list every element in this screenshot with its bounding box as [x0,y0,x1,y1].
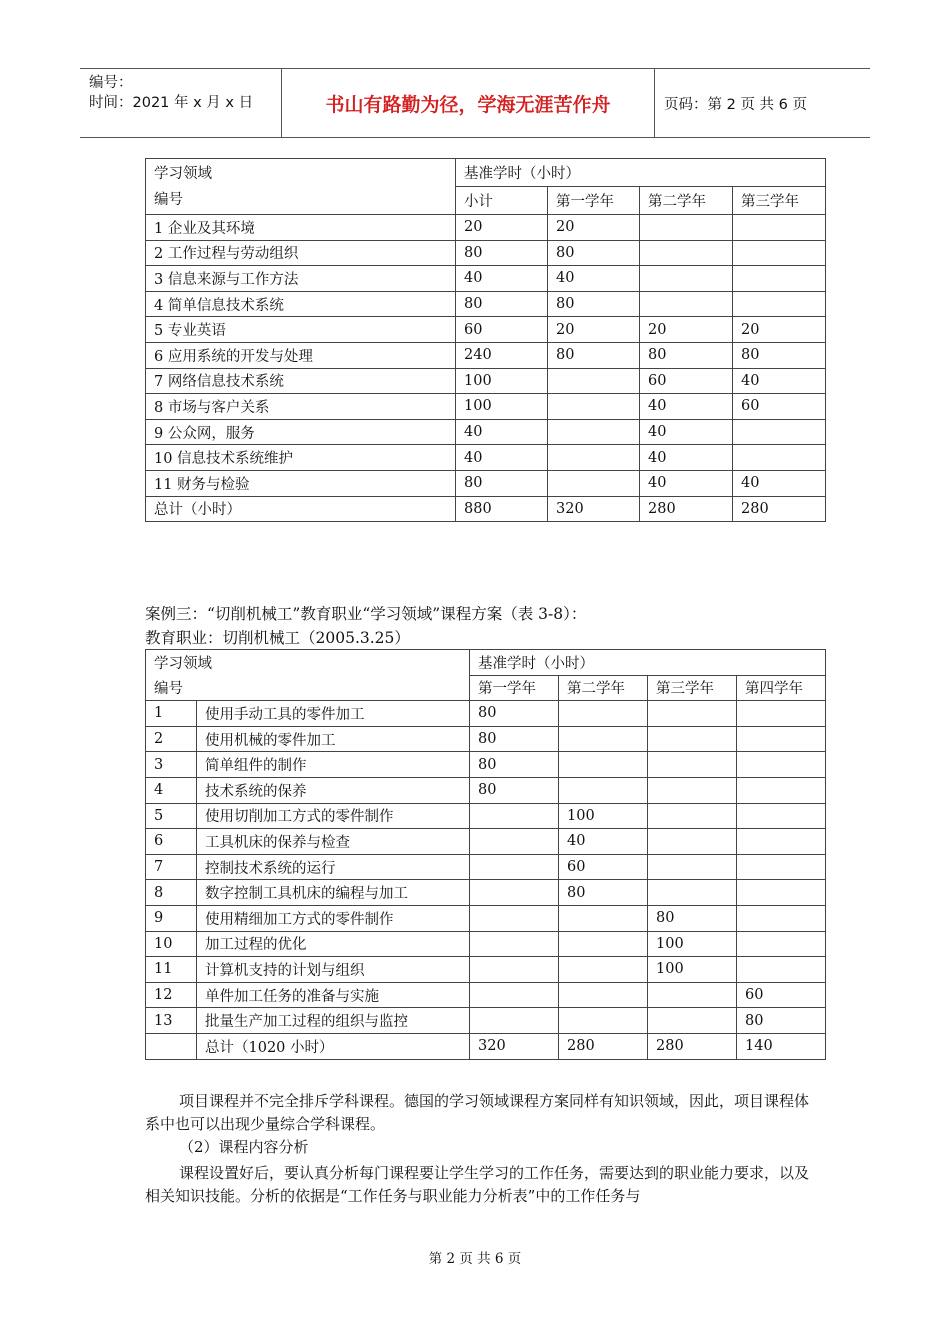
table1-cell [640,215,733,241]
table2-cell: 10 [146,931,197,957]
table2-cell [737,777,826,803]
table2-cell [559,726,648,752]
table2-row [146,752,826,778]
table1-cell: 11 财务与检验 [146,470,456,496]
table2-cell: 使用手动工具的零件加工 [197,701,470,727]
table2-cell [470,982,559,1008]
table1-cell: 880 [456,496,548,522]
table2-cell: 140 [737,1033,826,1059]
table1-row [146,496,826,522]
table1-cell [548,445,640,471]
table2-row [146,905,826,931]
table1-subheader: 小计 [456,187,548,215]
table1-cell [733,445,826,471]
table2-cell: 13 [146,1008,197,1034]
table1-cell: 80 [456,470,548,496]
table1-cell: 2 工作过程与劳动组织 [146,240,456,266]
table1-cell: 80 [548,342,640,368]
table1-subheader: 第三学年 [733,187,826,215]
paragraph-2: 课程设置好后，要认真分析每门课程要让学生学习的工作任务，需要达到的职业能力要求，以及相关知识技能。分析的依据是“工作任务与职业能力分析表”中的工作任务与 [145,1164,810,1205]
table1-cell [548,470,640,496]
table2-cell: 使用精细加工方式的零件制作 [197,905,470,931]
table2-cell: 80 [470,752,559,778]
table2-cell: 加工过程的优化 [197,931,470,957]
table1-cell: 20 [733,317,826,343]
table1-row [146,342,826,368]
table2-cell [737,726,826,752]
table2-row [146,957,826,983]
table1-cell: 40 [456,419,548,445]
table2-cell: 工具机床的保养与检查 [197,829,470,855]
table2-cell: 80 [470,777,559,803]
table2-cell [470,854,559,880]
table1-cell: 7 网络信息技术系统 [146,368,456,394]
table2-cell: 280 [559,1033,648,1059]
table2-cell [737,931,826,957]
table2-cell: 80 [648,905,737,931]
table2-row [146,854,826,880]
table2-cell [559,777,648,803]
table1-cell: 100 [456,394,548,420]
table2-cell [470,1008,559,1034]
table1-row [146,291,826,317]
table1-cell: 40 [640,470,733,496]
table2-cell: 计算机支持的计划与组织 [197,957,470,983]
table1-cell [733,266,826,292]
table1-head-group: 基准学时（小时） [456,159,826,187]
table1-cell [548,394,640,420]
table1-cell: 40 [640,394,733,420]
table2-row [146,829,826,855]
table1-cell: 40 [733,368,826,394]
table1-cell [548,368,640,394]
table1-cell: 10 信息技术系统维护 [146,445,456,471]
table2-cell: 2 [146,726,197,752]
table2-cell [648,726,737,752]
table1-cell [640,291,733,317]
table2-cell [470,803,559,829]
table2-cell: 40 [559,829,648,855]
table2-cell: 7 [146,854,197,880]
table1-row [146,368,826,394]
header-time-label: 时间：2021 年 x 月 x 日 [89,95,254,111]
table1-cell: 100 [456,368,548,394]
table2-cell [648,1008,737,1034]
table2-cell [470,829,559,855]
table2-cell [648,854,737,880]
table2-cell [470,931,559,957]
table2-cell [648,701,737,727]
table2-cell [737,803,826,829]
table2-row [146,1033,826,1059]
page-header [80,68,870,138]
table2-cell [648,880,737,906]
table2-cell [559,982,648,1008]
table2-cell [737,957,826,983]
table1-cell [548,419,640,445]
table2-cell [737,854,826,880]
table2-cell: 总计（1020 小时） [197,1033,470,1059]
table1-cell: 80 [456,240,548,266]
table2-cell: 5 [146,803,197,829]
table1-cell: 20 [456,215,548,241]
table2-cell: 6 [146,829,197,855]
table2-cell: 80 [559,880,648,906]
table1-cell: 40 [733,470,826,496]
table2-cell [648,982,737,1008]
table2-cell: 280 [648,1033,737,1059]
table1-cell: 80 [548,240,640,266]
case3-title: 案例三：“切削机械工”教育职业“学习领域”课程方案（表 3-8）： [145,605,587,623]
table2-cell: 320 [470,1033,559,1059]
table2-cell [146,1033,197,1059]
table2-row [146,803,826,829]
table1-cell: 280 [733,496,826,522]
table1-cell: 1 企业及其环境 [146,215,456,241]
header-number-label: 编号： [89,75,133,91]
table1-subheader: 第一学年 [548,187,640,215]
table2-cell [559,957,648,983]
table1-cell [640,240,733,266]
table1-cell: 40 [456,445,548,471]
header-page-code: 页码：第 2 页 共 6 页 [664,96,807,113]
table1-cell: 9 公众网，服务 [146,419,456,445]
table1-row [146,240,826,266]
table2-cell [470,905,559,931]
table2-cell [559,752,648,778]
table2-cell: 单件加工任务的准备与实施 [197,982,470,1008]
table2-cell [648,803,737,829]
table1-cell: 8 市场与客户关系 [146,394,456,420]
table1-head-number-label: 编号 [154,192,183,208]
table2-cell [559,701,648,727]
table1-subheader: 第二学年 [640,187,733,215]
table2-cell: 控制技术系统的运行 [197,854,470,880]
table2-cell: 60 [559,854,648,880]
table1-row [146,470,826,496]
table2-head-field: 学习领域 [146,650,470,676]
table1-cell: 4 简单信息技术系统 [146,291,456,317]
table1-cell: 60 [640,368,733,394]
header-meta [80,69,282,137]
table1-cell [733,419,826,445]
table1-row [146,419,826,445]
table1-cell: 60 [733,394,826,420]
table2-cell [737,905,826,931]
table1-cell: 80 [456,291,548,317]
table1-cell: 20 [640,317,733,343]
table2-cell [559,931,648,957]
table2-cell: 100 [648,957,737,983]
learning-field-table-1 [145,158,826,522]
table1-row [146,215,826,241]
table1-cell [640,266,733,292]
table1-cell [733,291,826,317]
table2-cell [470,957,559,983]
table2-cell: 8 [146,880,197,906]
table1-row [146,317,826,343]
table1-cell [733,215,826,241]
table2-cell: 简单组件的制作 [197,752,470,778]
table1-cell [733,240,826,266]
table1-cell: 40 [640,419,733,445]
table2-cell: 使用机械的零件加工 [197,726,470,752]
learning-field-table-2 [145,649,826,1060]
table1-cell: 80 [548,291,640,317]
table1-cell: 320 [548,496,640,522]
table2-cell [559,905,648,931]
table2-cell: 12 [146,982,197,1008]
table2-cell [737,880,826,906]
table1-cell: 总计（小时） [146,496,456,522]
table1-row [146,394,826,420]
table1-cell: 6 应用系统的开发与处理 [146,342,456,368]
table1-cell: 20 [548,317,640,343]
table2-cell [559,1008,648,1034]
table2-cell: 4 [146,777,197,803]
table2-row [146,931,826,957]
table2-cell: 技术系统的保养 [197,777,470,803]
table1-cell: 80 [640,342,733,368]
table1-head-field-label: 学习领域 [154,166,212,182]
table1-cell: 20 [548,215,640,241]
table2-row [146,880,826,906]
table2-cell: 1 [146,701,197,727]
table1-cell: 5 专业英语 [146,317,456,343]
table2-cell [737,752,826,778]
table2-head-group: 基准学时（小时） [470,650,826,676]
table2-cell [737,701,826,727]
table2-cell: 使用切削加工方式的零件制作 [197,803,470,829]
table1-head-field [146,159,456,215]
table1-row [146,266,826,292]
table2-row [146,701,826,727]
table2-subheader: 第二学年 [559,675,648,701]
table2-cell: 9 [146,905,197,931]
table2-cell: 80 [737,1008,826,1034]
table2-cell: 批量生产加工过程的组织与监控 [197,1008,470,1034]
table2-cell [470,880,559,906]
page-footer: 第 2 页 共 6 页 [428,1251,522,1267]
table2-row [146,1008,826,1034]
case3-subtitle: 教育职业：切削机械工（2005.3.25） [145,629,410,647]
table2-row [146,982,826,1008]
table2-cell: 100 [648,931,737,957]
table2-cell [648,829,737,855]
table2-cell: 数字控制工具机床的编程与加工 [197,880,470,906]
paragraph-1: 项目课程并不完全排斥学科课程。德国的学习领域课程方案同样有知识领域，因此，项目课程体系中也可以出现少量综合学科课程。 [145,1092,810,1133]
table2-subheader: 第一学年 [470,675,559,701]
table2-subheader: 第四学年 [737,675,826,701]
header-motto: 书山有路勤为径，学海无涯苦作舟 [282,69,655,137]
table2-row [146,726,826,752]
table1-cell: 280 [640,496,733,522]
table1-cell: 3 信息来源与工作方法 [146,266,456,292]
table2-head-number: 编号 [146,675,470,701]
table1-row [146,445,826,471]
table1-cell: 40 [456,266,548,292]
table2-cell: 3 [146,752,197,778]
table1-cell: 80 [733,342,826,368]
table2-cell: 60 [737,982,826,1008]
table2-cell: 80 [470,701,559,727]
table2-cell [648,752,737,778]
table2-cell: 100 [559,803,648,829]
table2-cell: 80 [470,726,559,752]
table1-cell: 40 [548,266,640,292]
table2-cell [648,777,737,803]
table1-cell: 40 [640,445,733,471]
table1-cell: 60 [456,317,548,343]
table2-cell [737,829,826,855]
table2-cell: 11 [146,957,197,983]
heading-course-content-analysis: （2）课程内容分析 [179,1138,309,1156]
table2-row [146,777,826,803]
table1-cell: 240 [456,342,548,368]
table2-subheader: 第三学年 [648,675,737,701]
